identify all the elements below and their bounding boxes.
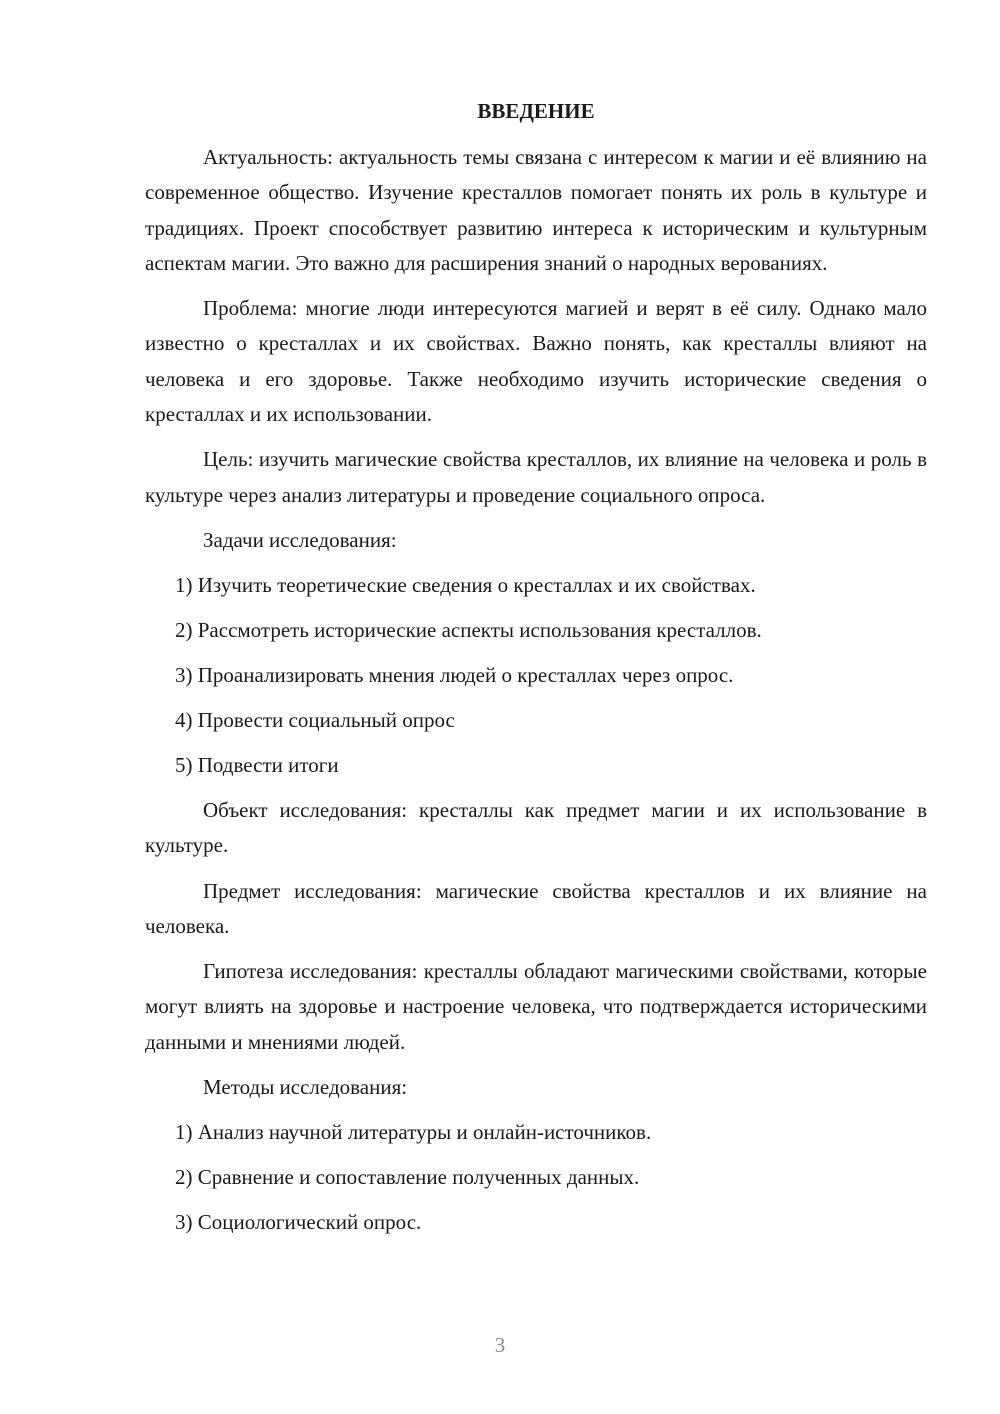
document-page bbox=[145, 96, 927, 1250]
hypothesis-paragraph: Гипотеза исследования: кресталлы обладают магическими свойствами, которые могут влиять на здоровье и настроение человека, что подтверждается историческими данными и мнениями людей. bbox=[145, 959, 927, 1054]
list-item: 3) Социологический опрос. bbox=[175, 1210, 422, 1235]
tasks-heading: Задачи исследования: bbox=[203, 527, 397, 552]
page-number: 3 bbox=[494, 1333, 506, 1357]
list-item: 2) Рассмотреть исторические аспекты использования кресталлов. bbox=[175, 617, 762, 642]
goal-paragraph: Цель: изучить магические свойства кресталлов, их влияние на человека и роль в культуре через анализ литературы и проведение социального опроса. bbox=[145, 447, 927, 507]
problem-paragraph: Проблема: многие люди интересуются магией и верят в её силу. Однако мало известно о кресталлах и их свойствах. Важно понять, как кресталлы влияют на человека и его здоровье. Также необходимо изучить исторические сведения о кресталлах и их использовании. bbox=[145, 296, 927, 427]
subject-paragraph: Предмет исследования: магические свойства кресталлов и их влияние на человека. bbox=[145, 878, 927, 938]
page-title: ВВЕДЕНИЕ bbox=[477, 99, 595, 123]
list-item: 1) Изучить теоретические сведения о кресталлах и их свойствах. bbox=[175, 572, 756, 597]
object-paragraph: Объект исследования: кресталлы как предмет магии и их использование в культуре. bbox=[145, 797, 927, 858]
list-item: 4) Провести социальный опрос bbox=[175, 707, 455, 732]
tasks-list bbox=[145, 568, 927, 783]
list-item: 3) Проанализировать мнения людей о кресталлах через опрос. bbox=[175, 662, 734, 687]
list-item: 2) Сравнение и сопоставление полученных данных. bbox=[175, 1165, 640, 1190]
list-item: 5) Подвести итоги bbox=[175, 752, 339, 777]
methods-heading: Методы исследования: bbox=[203, 1075, 408, 1100]
relevance-paragraph: Актуальность: актуальность темы связана с интересом к магии и её влиянию на современное общество. Изучение кресталлов помогает понять их роль в культуре и традициях. Проект способствует развитию интереса к историческим и культурным аспектам магии. Это важно для расширения знаний о народных верованиях. bbox=[145, 145, 927, 275]
methods-list bbox=[145, 1115, 927, 1240]
list-item: 1) Анализ научной литературы и онлайн-источников. bbox=[175, 1120, 652, 1145]
